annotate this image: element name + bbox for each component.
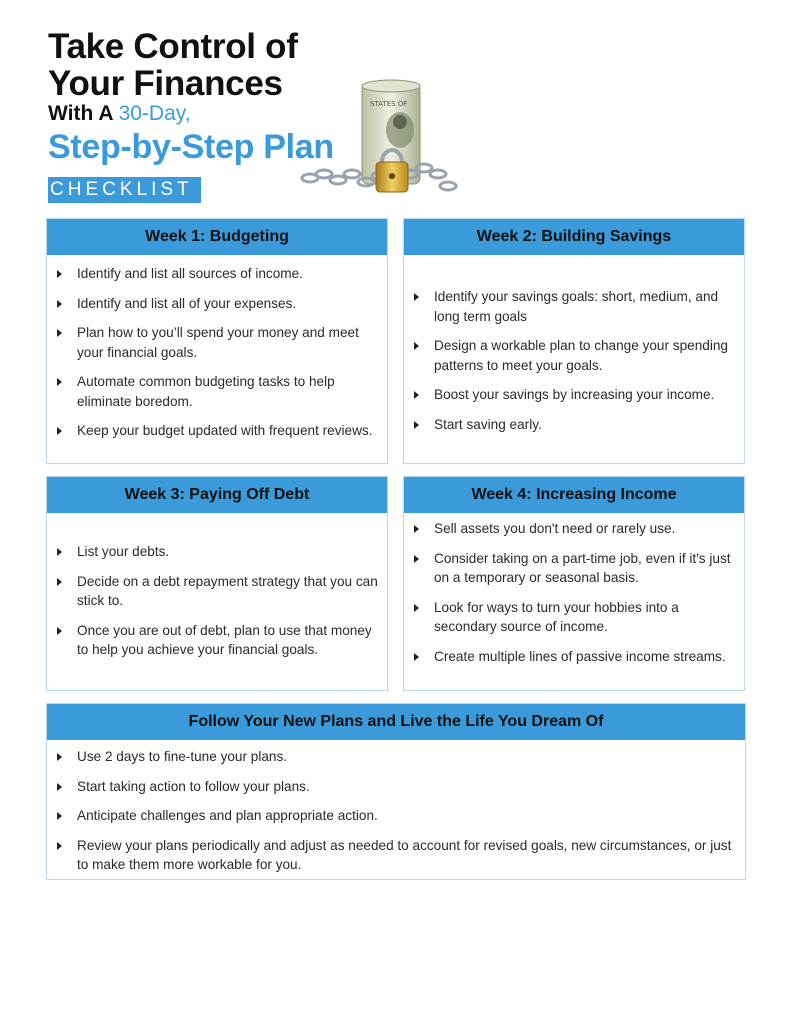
- bullet-arrow-icon: [57, 812, 62, 820]
- bullet-arrow-icon: [57, 753, 62, 761]
- subtitle-prefix: With A: [48, 102, 113, 125]
- bullet-arrow-icon: [414, 342, 419, 350]
- svg-text:STATES OF: STATES OF: [370, 100, 408, 108]
- final-list: [47, 740, 745, 875]
- subtitle-accent: 30-Day,: [118, 102, 191, 125]
- bullet-arrow-icon: [414, 653, 419, 661]
- bullet-arrow-icon: [57, 270, 62, 278]
- week3-list: [47, 513, 387, 660]
- list-item: Plan how to you’ll spend your money and meet your financial goals.: [47, 323, 387, 362]
- week2-header: Week 2: Building Savings: [404, 219, 744, 255]
- bullet-arrow-icon: [414, 604, 419, 612]
- week3-card: [46, 476, 388, 691]
- list-item: Create multiple lines of passive income streams.: [404, 647, 744, 667]
- week1-header: Week 1: Budgeting: [47, 219, 387, 255]
- list-item: Start taking action to follow your plans.: [47, 777, 745, 797]
- list-item: Review your plans periodically and adjust as needed to account for revised goals, new circumstances, or just to make them more workable for you.: [47, 836, 745, 875]
- week1-card: [46, 218, 388, 464]
- subtitle: [48, 102, 191, 126]
- week4-list: [404, 513, 744, 666]
- final-card: [46, 703, 746, 880]
- list-item: Start saving early.: [404, 415, 744, 435]
- bullet-arrow-icon: [414, 293, 419, 301]
- title-line-2: Your Finances: [48, 64, 283, 103]
- week1-list: [47, 255, 387, 441]
- title-line-1: Take Control of: [48, 27, 298, 66]
- list-item: Boost your savings by increasing your income.: [404, 385, 744, 405]
- list-item: Once you are out of debt, plan to use that money to help you achieve your financial goals.: [47, 621, 387, 660]
- list-item: Use 2 days to fine-tune your plans.: [47, 747, 745, 767]
- list-item: Design a workable plan to change your spending patterns to meet your goals.: [404, 336, 744, 375]
- list-item: Sell assets you don't need or rarely use.: [404, 519, 744, 539]
- list-item: Look for ways to turn your hobbies into a secondary source of income.: [404, 598, 744, 637]
- list-item: Consider taking on a part-time job, even if it's just on a temporary or seasonal basis.: [404, 549, 744, 588]
- money-chain-lock-icon: [300, 70, 460, 220]
- bullet-arrow-icon: [57, 427, 62, 435]
- bullet-arrow-icon: [57, 548, 62, 556]
- bullet-arrow-icon: [57, 783, 62, 791]
- checklist-tag: CHECKLIST: [48, 177, 201, 203]
- subtitle-main: Step-by-Step Plan: [48, 128, 334, 166]
- bullet-arrow-icon: [57, 378, 62, 386]
- bullet-arrow-icon: [57, 578, 62, 586]
- final-header: Follow Your New Plans and Live the Life You Dream Of: [47, 704, 745, 740]
- list-item: List your debts.: [47, 542, 387, 562]
- list-item: Keep your budget updated with frequent reviews.: [47, 421, 387, 441]
- bullet-arrow-icon: [57, 300, 62, 308]
- week2-list: [404, 255, 744, 434]
- week3-header: Week 3: Paying Off Debt: [47, 477, 387, 513]
- list-item: Identify and list all sources of income.: [47, 264, 387, 284]
- bullet-arrow-icon: [57, 329, 62, 337]
- bullet-arrow-icon: [414, 421, 419, 429]
- list-item: Identify your savings goals: short, medium, and long term goals: [404, 287, 744, 326]
- page-title: [48, 28, 298, 102]
- list-item: Anticipate challenges and plan appropriate action.: [47, 806, 745, 826]
- bullet-arrow-icon: [57, 627, 62, 635]
- list-item: Identify and list all of your expenses.: [47, 294, 387, 314]
- list-item: Automate common budgeting tasks to help eliminate boredom.: [47, 372, 387, 411]
- bullet-arrow-icon: [414, 555, 419, 563]
- bullet-arrow-icon: [414, 391, 419, 399]
- bullet-arrow-icon: [414, 525, 419, 533]
- week4-card: [403, 476, 745, 691]
- bullet-arrow-icon: [57, 842, 62, 850]
- list-item: Decide on a debt repayment strategy that you can stick to.: [47, 572, 387, 611]
- week2-card: [403, 218, 745, 464]
- week4-header: Week 4: Increasing Income: [404, 477, 744, 513]
